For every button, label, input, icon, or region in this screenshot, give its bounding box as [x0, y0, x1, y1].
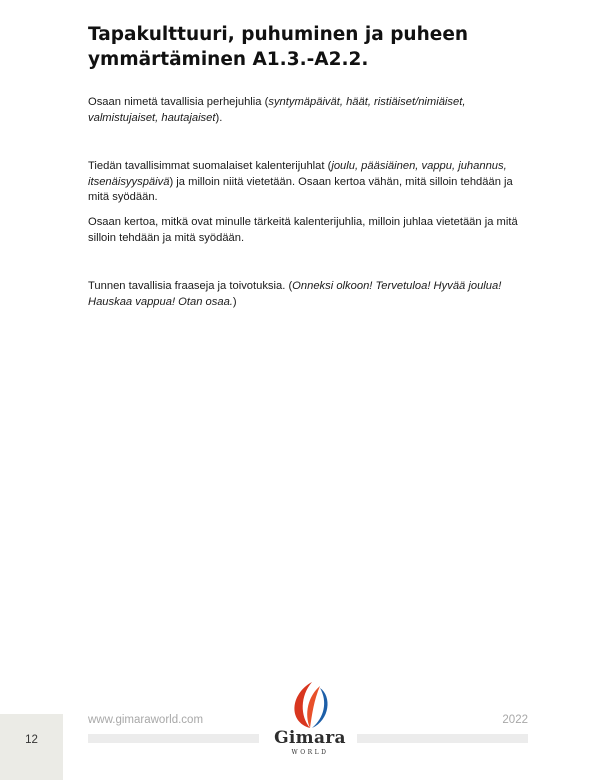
logo-subtitle: WORLD: [291, 749, 329, 756]
footer-bar-right: [357, 734, 528, 743]
paragraph-phrases-wishes: Tunnen tavallisia fraaseja ja toivotuksia. (Onneksi olkoon! Tervetuloa! Hyvää joulua! Hauskaa vappua! Otan osaa.): [88, 280, 502, 308]
paragraph-calendar-holidays: Tiedän tavallisimmat suomalaiset kalenterijuhlat (joulu, pääsiäinen, vappu, juhannus, itsenäisyyspäivä) ja milloin niitä vietetään. Osaan kertoa vähän, mitä silloin tehdään ja mitä syödään.: [88, 160, 513, 203]
footer-year: 2022: [502, 714, 528, 726]
title-line-1: Tapakulttuuri, puhuminen ja puheen: [88, 24, 469, 45]
paragraph-family-celebrations: Osaan nimetä tavallisia perhejuhlia (syntymäpäivät, häät, ristiäiset/nimiäiset, valmistujaiset, hautajaiset).: [88, 96, 466, 124]
title-line-2: ymmärtäminen A1.3.-A2.2.: [88, 49, 369, 70]
footer-bar-left: [88, 734, 259, 743]
footer-url: www.gimaraworld.com: [88, 714, 204, 726]
paragraph-important-holidays: Osaan kertoa, mitkä ovat minulle tärkeitä kalenterijuhlia, milloin juhlaa vietetään ja mitä silloin tehdään ja mitä syödään.: [88, 216, 518, 244]
logo-name: Gimara: [274, 728, 346, 748]
page-number-box: [0, 714, 63, 780]
page-number: 12: [25, 734, 38, 746]
page-title: [88, 22, 528, 72]
